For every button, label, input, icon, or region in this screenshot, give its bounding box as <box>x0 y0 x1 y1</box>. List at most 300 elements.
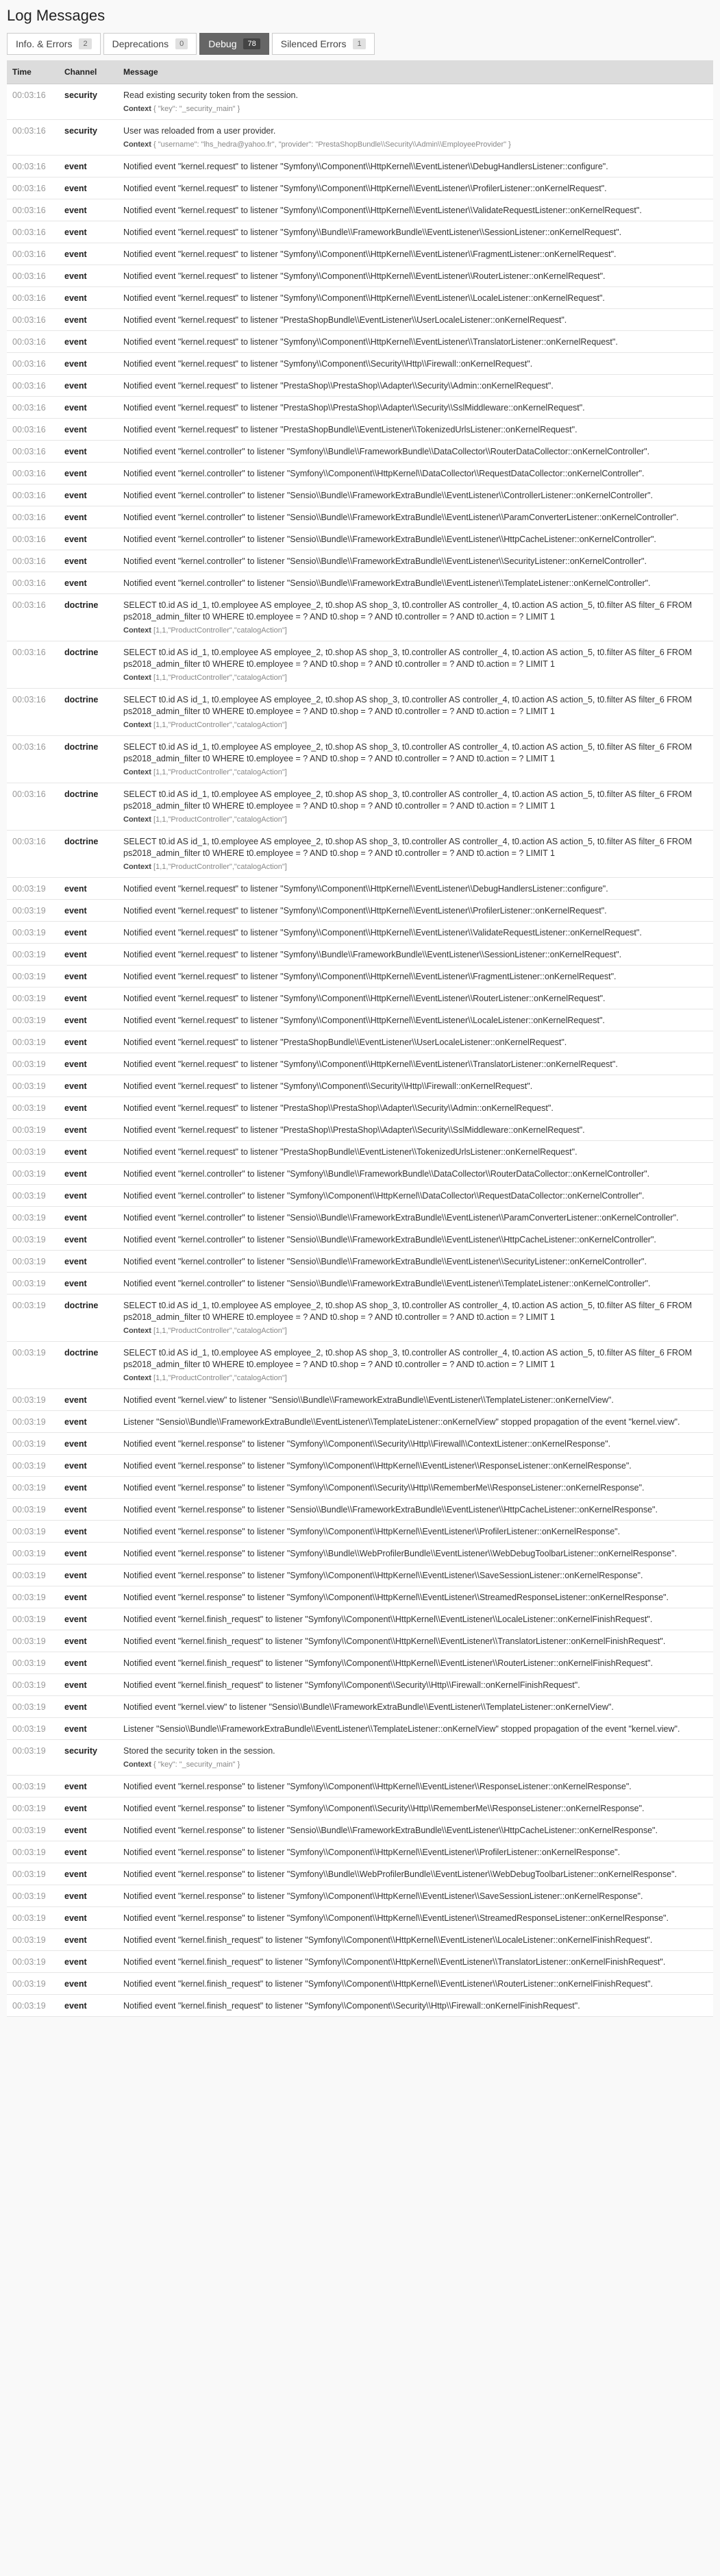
log-message-cell <box>118 484 713 506</box>
log-message: Notified event "kernel.finish_request" to listener "Symfony\\Component\\HttpKernel\\EventListener\\TranslatorListener::onKernelFinishRequest". <box>123 1957 666 1967</box>
log-time: 00:03:16 <box>7 506 59 528</box>
log-channel: event <box>59 463 118 484</box>
log-message-cell <box>118 120 713 156</box>
log-message: Notified event "kernel.request" to listener "PrestaShop\\PrestaShop\\Adapter\\Security\\Admin::onKernelRequest". <box>123 381 554 391</box>
log-time: 00:03:19 <box>7 1009 59 1031</box>
log-context <box>123 1373 708 1384</box>
table-row <box>7 1841 713 1863</box>
table-row <box>7 463 713 484</box>
log-message: Notified event "kernel.finish_request" to listener "Symfony\\Component\\HttpKernel\\EventListener\\RouterListener::onKernelFinishRequest". <box>123 1658 654 1668</box>
log-message: Notified event "kernel.response" to listener "Symfony\\Component\\HttpKernel\\EventListener\\StreamedResponseListener::onKernelResponse". <box>123 1593 669 1602</box>
log-message: Notified event "kernel.response" to listener "Symfony\\Component\\HttpKernel\\EventListener\\ResponseListener::onKernelResponse". <box>123 1782 632 1791</box>
tab-count-badge: 0 <box>175 38 188 49</box>
log-channel: event <box>59 375 118 397</box>
log-message-cell <box>118 1973 713 1995</box>
table-row <box>7 1951 713 1973</box>
log-time: 00:03:16 <box>7 397 59 419</box>
context-label: Context <box>123 1327 151 1335</box>
log-message: Notified event "kernel.view" to listener "Sensio\\Bundle\\FrameworkExtraBundle\\EventListener\\TemplateListener::onKernelView". <box>123 1702 614 1712</box>
log-channel: event <box>59 1477 118 1499</box>
log-channel: event <box>59 287 118 309</box>
table-row <box>7 1740 713 1776</box>
log-message-cell <box>118 1907 713 1929</box>
table-row <box>7 900 713 922</box>
log-message: SELECT t0.id AS id_1, t0.employee AS employee_2, t0.shop AS shop_3, t0.controller AS controller_4, t0.action AS action_5, t0.filter AS filter_6 FROM ps2018_admin_filter t0 WHERE t0.employee = ? AND t0.shop = ? AND t0.controller = ? AND t0.action = ? LIMIT 1 <box>123 648 693 669</box>
log-channel: event <box>59 156 118 177</box>
log-time: 00:03:19 <box>7 1295 59 1342</box>
log-message-cell <box>118 1009 713 1031</box>
log-channel: event <box>59 397 118 419</box>
log-message: Notified event "kernel.response" to listener "Sensio\\Bundle\\FrameworkExtraBundle\\EventListener\\HttpCacheListener::onKernelResponse". <box>123 1826 658 1835</box>
table-row <box>7 397 713 419</box>
log-time: 00:03:16 <box>7 441 59 463</box>
context-label: Context <box>123 1374 151 1382</box>
tab-count-badge: 2 <box>79 38 91 49</box>
log-time: 00:03:16 <box>7 528 59 550</box>
log-message-cell <box>118 1342 713 1389</box>
log-time: 00:03:19 <box>7 1608 59 1630</box>
log-message: Notified event "kernel.response" to listener "Symfony\\Component\\HttpKernel\\EventListener\\SaveSessionListener::onKernelResponse". <box>123 1891 643 1901</box>
log-time: 00:03:16 <box>7 199 59 221</box>
log-time: 00:03:16 <box>7 831 59 878</box>
table-row <box>7 1586 713 1608</box>
log-time: 00:03:19 <box>7 1477 59 1499</box>
log-message-cell <box>118 641 713 689</box>
log-time: 00:03:16 <box>7 221 59 243</box>
log-message-cell <box>118 331 713 353</box>
log-channel: security <box>59 120 118 156</box>
log-message: SELECT t0.id AS id_1, t0.employee AS employee_2, t0.shop AS shop_3, t0.controller AS controller_4, t0.action AS action_5, t0.filter AS filter_6 FROM ps2018_admin_filter t0 WHERE t0.employee = ? AND t0.shop = ? AND t0.controller = ? AND t0.action = ? LIMIT 1 <box>123 600 693 622</box>
log-message-cell <box>118 900 713 922</box>
context-value: [1,1,"ProductController","catalogAction"] <box>153 815 287 824</box>
log-message-cell <box>118 199 713 221</box>
log-time: 00:03:19 <box>7 1207 59 1229</box>
table-row <box>7 1521 713 1543</box>
log-time: 00:03:19 <box>7 1229 59 1251</box>
log-channel: doctrine <box>59 831 118 878</box>
context-value: [1,1,"ProductController","catalogAction"] <box>153 674 287 682</box>
log-time: 00:03:16 <box>7 177 59 199</box>
log-message: Notified event "kernel.response" to listener "Symfony\\Bundle\\WebProfilerBundle\\EventListener\\WebDebugToolbarListener::onKernelResponse". <box>123 1869 678 1879</box>
log-message: Notified event "kernel.request" to listener "Symfony\\Component\\HttpKernel\\EventListener\\FragmentListener::onKernelRequest". <box>123 972 617 981</box>
log-channel: event <box>59 1075 118 1097</box>
log-message: Notified event "kernel.request" to listener "Symfony\\Component\\HttpKernel\\EventListener\\LocaleListener::onKernelRequest". <box>123 1016 605 1025</box>
table-row <box>7 1097 713 1119</box>
table-row <box>7 331 713 353</box>
log-message-cell <box>118 988 713 1009</box>
log-message-cell <box>118 1499 713 1521</box>
log-message: Notified event "kernel.controller" to listener "Sensio\\Bundle\\FrameworkExtraBundle\\EventListener\\SecurityListener::onKernelController". <box>123 556 647 566</box>
log-message: Notified event "kernel.controller" to listener "Sensio\\Bundle\\FrameworkExtraBundle\\EventListener\\ParamConverterListener::onKernelController". <box>123 1213 679 1223</box>
log-channel: event <box>59 1389 118 1411</box>
log-channel: event <box>59 1973 118 1995</box>
column-header-channel: Channel <box>59 60 118 84</box>
log-message-cell <box>118 1455 713 1477</box>
log-message: Notified event "kernel.request" to listener "PrestaShopBundle\\EventListener\\UserLocaleListener::onKernelRequest". <box>123 315 567 325</box>
log-time: 00:03:19 <box>7 1521 59 1543</box>
log-message: Notified event "kernel.controller" to listener "Sensio\\Bundle\\FrameworkExtraBundle\\EventListener\\SecurityListener::onKernelController". <box>123 1257 647 1266</box>
log-time: 00:03:19 <box>7 1630 59 1652</box>
log-tabs <box>7 33 713 55</box>
log-channel: doctrine <box>59 689 118 736</box>
log-channel: event <box>59 199 118 221</box>
log-message: Notified event "kernel.finish_request" to listener "Symfony\\Component\\Security\\Http\\Firewall::onKernelFinishRequest". <box>123 2001 580 2011</box>
table-row <box>7 1608 713 1630</box>
log-context <box>123 625 708 637</box>
log-time: 00:03:19 <box>7 1907 59 1929</box>
table-row <box>7 831 713 878</box>
log-message-cell <box>118 1885 713 1907</box>
log-channel: event <box>59 966 118 988</box>
table-row <box>7 783 713 831</box>
log-channel: event <box>59 1207 118 1229</box>
log-message: Notified event "kernel.request" to listener "Symfony\\Component\\Security\\Http\\Firewall::onKernelRequest". <box>123 359 533 369</box>
log-time: 00:03:19 <box>7 1995 59 2017</box>
log-time: 00:03:19 <box>7 1696 59 1718</box>
log-channel: event <box>59 1009 118 1031</box>
log-time: 00:03:19 <box>7 878 59 900</box>
log-context <box>123 720 708 731</box>
table-row <box>7 177 713 199</box>
log-message-cell <box>118 1776 713 1798</box>
table-row <box>7 1885 713 1907</box>
table-row <box>7 1674 713 1696</box>
table-row <box>7 1119 713 1141</box>
tab-count-badge: 1 <box>353 38 365 49</box>
log-message: Notified event "kernel.request" to listener "Symfony\\Component\\HttpKernel\\EventListener\\ValidateRequestListener::onKernelRequest". <box>123 928 642 937</box>
log-channel: event <box>59 1185 118 1207</box>
log-channel: event <box>59 878 118 900</box>
log-time: 00:03:19 <box>7 1543 59 1565</box>
log-message: Notified event "kernel.request" to listener "Symfony\\Component\\HttpKernel\\EventListener\\FragmentListener::onKernelRequest". <box>123 249 617 259</box>
log-message-cell <box>118 783 713 831</box>
log-time: 00:03:19 <box>7 1389 59 1411</box>
table-row <box>7 1075 713 1097</box>
table-row <box>7 1973 713 1995</box>
log-message: Notified event "kernel.controller" to listener "Sensio\\Bundle\\FrameworkExtraBundle\\EventListener\\TemplateListener::onKernelController". <box>123 578 651 588</box>
context-label: Context <box>123 815 151 824</box>
table-row <box>7 1389 713 1411</box>
log-time: 00:03:16 <box>7 572 59 594</box>
log-message-cell <box>118 397 713 419</box>
table-row <box>7 84 713 120</box>
table-row <box>7 689 713 736</box>
log-message: Notified event "kernel.response" to listener "Symfony\\Component\\HttpKernel\\EventListener\\StreamedResponseListener::onKernelResponse". <box>123 1913 669 1923</box>
log-time: 00:03:16 <box>7 353 59 375</box>
log-channel: event <box>59 1696 118 1718</box>
log-message: Notified event "kernel.request" to listener "PrestaShop\\PrestaShop\\Adapter\\Security\\SslMiddleware::onKernelRequest". <box>123 1125 585 1135</box>
log-message: Notified event "kernel.response" to listener "Symfony\\Component\\HttpKernel\\EventListener\\ProfilerListener::onKernelResponse". <box>123 1527 621 1536</box>
table-row <box>7 1433 713 1455</box>
log-time: 00:03:19 <box>7 1119 59 1141</box>
context-value: [1,1,"ProductController","catalogAction"] <box>153 1374 287 1382</box>
log-message: Notified event "kernel.response" to listener "Symfony\\Bundle\\WebProfilerBundle\\EventListener\\WebDebugToolbarListener::onKernelResponse". <box>123 1549 678 1558</box>
log-time: 00:03:19 <box>7 1053 59 1075</box>
log-time: 00:03:19 <box>7 922 59 944</box>
log-message: Notified event "kernel.controller" to listener "Sensio\\Bundle\\FrameworkExtraBundle\\EventListener\\ParamConverterListener::onKernelController". <box>123 513 679 522</box>
log-message: Notified event "kernel.controller" to listener "Symfony\\Component\\HttpKernel\\DataCollector\\RequestDataCollector::onKernelController". <box>123 1191 645 1201</box>
log-time: 00:03:19 <box>7 1841 59 1863</box>
log-channel: event <box>59 1273 118 1295</box>
log-channel: event <box>59 922 118 944</box>
log-context <box>123 139 708 151</box>
log-message: Notified event "kernel.request" to listener "PrestaShopBundle\\EventListener\\UserLocaleListener::onKernelRequest". <box>123 1038 567 1047</box>
table-row <box>7 922 713 944</box>
table-row <box>7 944 713 966</box>
log-time: 00:03:19 <box>7 1798 59 1819</box>
log-message: Notified event "kernel.controller" to listener "Sensio\\Bundle\\FrameworkExtraBundle\\EventListener\\HttpCacheListener::onKernelController". <box>123 535 656 544</box>
log-message-cell <box>118 1053 713 1075</box>
log-context <box>123 103 708 115</box>
log-message-cell <box>118 1863 713 1885</box>
context-label: Context <box>123 105 151 113</box>
log-message-cell <box>118 689 713 736</box>
log-message-cell <box>118 1031 713 1053</box>
log-message: Read existing security token from the session. <box>123 90 298 100</box>
log-time: 00:03:16 <box>7 287 59 309</box>
table-row <box>7 120 713 156</box>
log-message: Notified event "kernel.request" to listener "PrestaShop\\PrestaShop\\Adapter\\Security\\Admin::onKernelRequest". <box>123 1103 554 1113</box>
table-row <box>7 506 713 528</box>
log-channel: event <box>59 1718 118 1740</box>
context-label: Context <box>123 863 151 871</box>
context-label: Context <box>123 140 151 149</box>
log-message-cell <box>118 1119 713 1141</box>
log-channel: event <box>59 1798 118 1819</box>
log-channel: event <box>59 572 118 594</box>
log-channel: event <box>59 484 118 506</box>
log-message-cell <box>118 1141 713 1163</box>
tab-deprecations[interactable] <box>103 33 197 55</box>
log-channel: security <box>59 84 118 120</box>
log-time: 00:03:19 <box>7 1973 59 1995</box>
table-row <box>7 1776 713 1798</box>
table-row <box>7 309 713 331</box>
log-message-cell <box>118 1251 713 1273</box>
log-channel: doctrine <box>59 1342 118 1389</box>
log-channel: event <box>59 900 118 922</box>
context-value: [1,1,"ProductController","catalogAction"] <box>153 768 287 776</box>
log-context <box>123 861 708 873</box>
log-channel: doctrine <box>59 1295 118 1342</box>
log-time: 00:03:19 <box>7 1433 59 1455</box>
log-time: 00:03:19 <box>7 944 59 966</box>
log-time: 00:03:19 <box>7 1251 59 1273</box>
table-row <box>7 156 713 177</box>
log-message: Notified event "kernel.request" to listener "Symfony\\Component\\HttpKernel\\EventListener\\TranslatorListener::onKernelRequest". <box>123 337 618 347</box>
log-channel: event <box>59 1433 118 1455</box>
log-message: Notified event "kernel.request" to listener "Symfony\\Component\\HttpKernel\\EventListener\\DebugHandlersListener::configure". <box>123 884 608 894</box>
table-row <box>7 1630 713 1652</box>
log-message: Notified event "kernel.request" to listener "Symfony\\Component\\HttpKernel\\EventListener\\ProfilerListener::onKernelRequest". <box>123 906 607 916</box>
log-channel: event <box>59 221 118 243</box>
log-message-cell <box>118 1229 713 1251</box>
log-message-cell <box>118 1630 713 1652</box>
log-time: 00:03:16 <box>7 736 59 783</box>
log-channel: event <box>59 550 118 572</box>
table-row <box>7 1342 713 1389</box>
log-channel: event <box>59 1565 118 1586</box>
table-row <box>7 221 713 243</box>
table-row <box>7 1251 713 1273</box>
log-message-cell <box>118 1411 713 1433</box>
log-message-cell <box>118 966 713 988</box>
table-row <box>7 1273 713 1295</box>
log-message-cell <box>118 506 713 528</box>
log-message-cell <box>118 309 713 331</box>
table-row <box>7 1295 713 1342</box>
log-message-cell <box>118 441 713 463</box>
log-channel: event <box>59 309 118 331</box>
column-header-time: Time <box>7 60 59 84</box>
table-row <box>7 1455 713 1477</box>
tab-count-badge: 78 <box>243 38 260 49</box>
log-message: Notified event "kernel.response" to listener "Symfony\\Component\\HttpKernel\\EventListener\\ProfilerListener::onKernelResponse". <box>123 1848 621 1857</box>
context-value: { "key": "_security_main" } <box>153 105 240 113</box>
table-row <box>7 1696 713 1718</box>
log-message: Notified event "kernel.request" to listener "PrestaShopBundle\\EventListener\\TokenizedUrlsListener::onKernelRequest". <box>123 1147 578 1157</box>
log-time: 00:03:19 <box>7 1740 59 1776</box>
log-message: Notified event "kernel.request" to listener "Symfony\\Component\\HttpKernel\\EventListener\\ProfilerListener::onKernelRequest". <box>123 184 607 193</box>
table-row <box>7 1163 713 1185</box>
log-message-cell <box>118 156 713 177</box>
log-message: Notified event "kernel.finish_request" to listener "Symfony\\Component\\HttpKernel\\EventListener\\TranslatorListener::onKernelFinishRequest". <box>123 1636 666 1646</box>
log-time: 00:03:16 <box>7 594 59 641</box>
log-message: Notified event "kernel.controller" to listener "Sensio\\Bundle\\FrameworkExtraBundle\\EventListener\\HttpCacheListener::onKernelController". <box>123 1235 656 1244</box>
log-message-cell <box>118 1740 713 1776</box>
log-time: 00:03:16 <box>7 331 59 353</box>
log-message-cell <box>118 375 713 397</box>
log-message: Listener "Sensio\\Bundle\\FrameworkExtraBundle\\EventListener\\TemplateListener::onKernelView" stopped propagation of the event "kernel.view". <box>123 1417 680 1427</box>
log-message-cell <box>118 1477 713 1499</box>
log-time: 00:03:16 <box>7 375 59 397</box>
table-row <box>7 988 713 1009</box>
context-value: { "key": "_security_main" } <box>153 1761 240 1769</box>
log-message-cell <box>118 922 713 944</box>
log-context <box>123 814 708 826</box>
context-label: Context <box>123 768 151 776</box>
log-channel: event <box>59 944 118 966</box>
context-label: Context <box>123 626 151 635</box>
log-message-cell <box>118 1207 713 1229</box>
tab-debug[interactable] <box>199 33 269 55</box>
log-channel: event <box>59 1411 118 1433</box>
log-time: 00:03:19 <box>7 1929 59 1951</box>
log-time: 00:03:16 <box>7 419 59 441</box>
table-row <box>7 1907 713 1929</box>
table-row <box>7 1499 713 1521</box>
log-time: 00:03:19 <box>7 1075 59 1097</box>
log-channel: event <box>59 1053 118 1075</box>
log-channel: event <box>59 1995 118 2017</box>
table-row <box>7 1031 713 1053</box>
log-message-cell <box>118 1586 713 1608</box>
log-channel: event <box>59 265 118 287</box>
log-message-cell <box>118 1608 713 1630</box>
log-message-cell <box>118 84 713 120</box>
table-row <box>7 1141 713 1163</box>
context-value: [1,1,"ProductController","catalogAction"] <box>153 626 287 635</box>
log-message: Notified event "kernel.finish_request" to listener "Symfony\\Component\\HttpKernel\\EventListener\\RouterListener::onKernelFinishRequest". <box>123 1979 654 1989</box>
log-message: Stored the security token in the session. <box>123 1746 275 1756</box>
log-message-cell <box>118 1075 713 1097</box>
log-message-cell <box>118 419 713 441</box>
log-message: User was reloaded from a user provider. <box>123 126 276 136</box>
log-context <box>123 767 708 778</box>
tab-silenced-errors[interactable] <box>272 33 375 55</box>
table-row <box>7 1652 713 1674</box>
log-message: Notified event "kernel.response" to listener "Symfony\\Component\\Security\\Http\\RememberMe\\ResponseListener::onKernelResponse". <box>123 1804 645 1813</box>
table-row <box>7 966 713 988</box>
log-message: Notified event "kernel.request" to listener "PrestaShopBundle\\EventListener\\TokenizedUrlsListener::onKernelRequest". <box>123 425 578 434</box>
log-channel: event <box>59 1885 118 1907</box>
log-time: 00:03:19 <box>7 966 59 988</box>
log-time: 00:03:19 <box>7 1411 59 1433</box>
context-value: [1,1,"ProductController","catalogAction"] <box>153 721 287 729</box>
table-row <box>7 1477 713 1499</box>
log-message: Notified event "kernel.controller" to listener "Sensio\\Bundle\\FrameworkExtraBundle\\EventListener\\ControllerListener::onKernelController". <box>123 491 653 500</box>
log-time: 00:03:19 <box>7 1776 59 1798</box>
log-context <box>123 1759 708 1771</box>
log-message-cell <box>118 1798 713 1819</box>
log-time: 00:03:16 <box>7 783 59 831</box>
log-message: Notified event "kernel.response" to listener "Symfony\\Component\\Security\\Http\\RememberMe\\ResponseListener::onKernelResponse". <box>123 1483 645 1493</box>
log-message: SELECT t0.id AS id_1, t0.employee AS employee_2, t0.shop AS shop_3, t0.controller AS controller_4, t0.action AS action_5, t0.filter AS filter_6 FROM ps2018_admin_filter t0 WHERE t0.employee = ? AND t0.shop = ? AND t0.controller = ? AND t0.action = ? LIMIT 1 <box>123 742 693 763</box>
log-message: Notified event "kernel.request" to listener "Symfony\\Bundle\\FrameworkBundle\\EventListener\\SessionListener::onKernelRequest". <box>123 228 622 237</box>
table-row <box>7 419 713 441</box>
log-channel: doctrine <box>59 594 118 641</box>
log-channel: event <box>59 441 118 463</box>
log-message-cell <box>118 1696 713 1718</box>
log-message: Notified event "kernel.controller" to listener "Symfony\\Bundle\\FrameworkBundle\\DataCollector\\RouterDataCollector::onKernelController". <box>123 447 650 456</box>
log-channel: event <box>59 506 118 528</box>
log-message-cell <box>118 1521 713 1543</box>
table-row <box>7 1863 713 1885</box>
log-message: SELECT t0.id AS id_1, t0.employee AS employee_2, t0.shop AS shop_3, t0.controller AS controller_4, t0.action AS action_5, t0.filter AS filter_6 FROM ps2018_admin_filter t0 WHERE t0.employee = ? AND t0.shop = ? AND t0.controller = ? AND t0.action = ? LIMIT 1 <box>123 837 693 858</box>
log-table-header <box>7 60 713 84</box>
log-message: SELECT t0.id AS id_1, t0.employee AS employee_2, t0.shop AS shop_3, t0.controller AS controller_4, t0.action AS action_5, t0.filter AS filter_6 FROM ps2018_admin_filter t0 WHERE t0.employee = ? AND t0.shop = ? AND t0.controller = ? AND t0.action = ? LIMIT 1 <box>123 789 693 811</box>
log-message-cell <box>118 1273 713 1295</box>
log-message: Notified event "kernel.request" to listener "Symfony\\Bundle\\FrameworkBundle\\EventListener\\SessionListener::onKernelRequest". <box>123 950 622 959</box>
log-time: 00:03:16 <box>7 641 59 689</box>
log-message: Notified event "kernel.controller" to listener "Symfony\\Bundle\\FrameworkBundle\\DataCollector\\RouterDataCollector::onKernelController". <box>123 1169 650 1179</box>
log-time: 00:03:16 <box>7 156 59 177</box>
log-channel: doctrine <box>59 736 118 783</box>
log-message-cell <box>118 177 713 199</box>
log-message: Notified event "kernel.view" to listener "Sensio\\Bundle\\FrameworkExtraBundle\\EventListener\\TemplateListener::onKernelView". <box>123 1395 614 1405</box>
log-time: 00:03:19 <box>7 1652 59 1674</box>
log-message: Notified event "kernel.finish_request" to listener "Symfony\\Component\\Security\\Http\\Firewall::onKernelFinishRequest". <box>123 1680 580 1690</box>
log-message-cell <box>118 353 713 375</box>
tab-label: Silenced Errors <box>280 38 347 49</box>
log-message-cell <box>118 878 713 900</box>
log-time: 00:03:19 <box>7 1455 59 1477</box>
log-channel: event <box>59 1521 118 1543</box>
tab-info-errors[interactable] <box>7 33 101 55</box>
log-message-cell <box>118 1841 713 1863</box>
table-row <box>7 1411 713 1433</box>
table-row <box>7 1229 713 1251</box>
table-row <box>7 441 713 463</box>
log-channel: doctrine <box>59 783 118 831</box>
tab-label: Deprecations <box>112 38 169 49</box>
log-time: 00:03:19 <box>7 900 59 922</box>
log-channel: event <box>59 1819 118 1841</box>
log-message: Notified event "kernel.finish_request" to listener "Symfony\\Component\\HttpKernel\\EventListener\\LocaleListener::onKernelFinishRequest". <box>123 1615 653 1624</box>
log-message-cell <box>118 1389 713 1411</box>
table-row <box>7 1929 713 1951</box>
column-header-message: Message <box>118 60 713 84</box>
